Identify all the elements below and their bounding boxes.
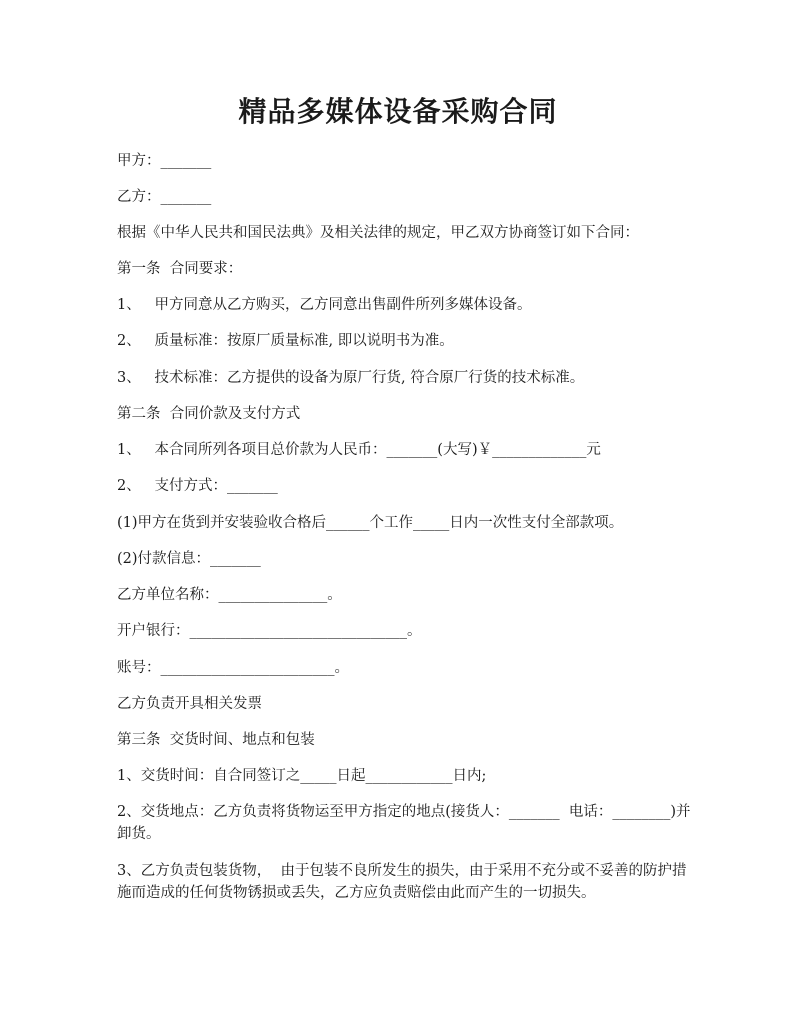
preamble-text: 根据《中华人民共和国民法典》及相关法律的规定，甲乙双方协商签订如下合同： (117, 225, 639, 241)
seller-name-line: 乙方单位名称：_______________。 (117, 587, 342, 603)
article-3-item-3: 3、乙方负责包装货物， 由于包装不良所发生的损失，由于采用不充分或不妥善的防护措施而造成的任何货物锈损或丢失，乙方应负责赔偿由此而产生的一切损失。 (117, 863, 687, 901)
account-line: 账号：________________________。 (117, 660, 349, 676)
article-2-heading: 第二条 合同价款及支付方式 (117, 406, 301, 422)
article-1-item-3: 3、 技术标准：乙方提供的设备为原厂行货, 符合原厂行货的技术标准。 (117, 370, 585, 386)
article-1-item-1: 1、 甲方同意从乙方购买，乙方同意出售副件所列多媒体设备。 (117, 297, 532, 313)
document-title: 精品多媒体设备采购合同 (238, 95, 558, 128)
payment-term-1: (1)甲方在货到并安装验收合格后______个工作_____日内一次性支付全部款项。 (117, 515, 624, 531)
invoice-line: 乙方负责开具相关发票 (117, 696, 262, 712)
article-3-item-2: 2、交货地点：乙方负责将货物运至甲方指定的地点(接货人：_______ 电话：________)并卸货。 (117, 804, 691, 842)
article-1-item-2: 2、 质量标准：按原厂质量标准, 即以说明书为准。 (117, 333, 454, 349)
article-3-item-1: 1、交货时间：自合同签订之_____日起____________日内; (117, 768, 487, 784)
bank-line: 开户银行：______________________________。 (117, 623, 422, 639)
party-b-line: 乙方：_______ (117, 189, 212, 205)
article-2-item-2: 2、 支付方式：_______ (117, 478, 278, 494)
article-1-heading: 第一条 合同要求： (117, 261, 243, 277)
payment-term-2: (2)付款信息：_______ (117, 551, 261, 567)
article-2-item-1: 1、 本合同所列各项目总价款为人民币：_______(大写)￥_____________元 (117, 442, 601, 458)
article-3-heading: 第三条 交货时间、地点和包装 (117, 732, 315, 748)
party-a-line: 甲方：_______ (117, 153, 212, 169)
